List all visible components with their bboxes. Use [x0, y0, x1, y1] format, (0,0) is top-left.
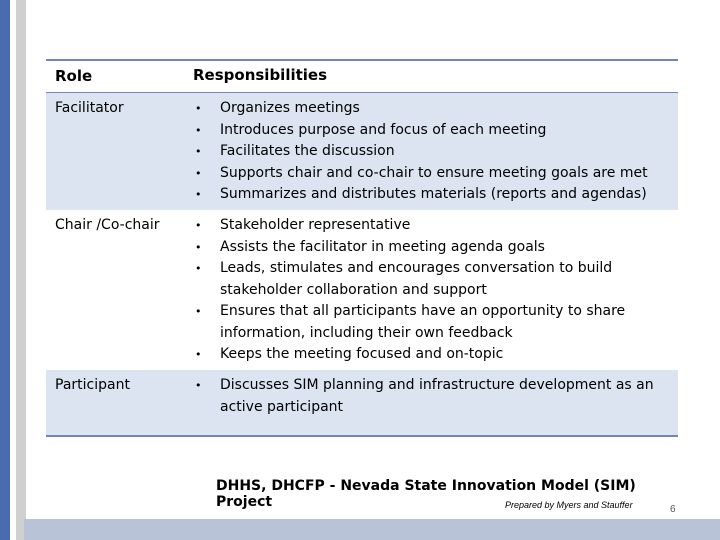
table-row-facilitator [46, 93, 678, 210]
header-responsibilities: Responsibilities [193, 66, 328, 84]
bullet-icon: • [195, 305, 202, 318]
list-item: • Supports chair and co-chair to ensure meeting goals are met [193, 163, 678, 185]
table-header-row [46, 61, 678, 93]
list-item: • Organizes meetings [193, 98, 678, 120]
table-row-participant [46, 370, 678, 435]
footer-credit: Prepared by Myers and Stauffer [505, 500, 633, 510]
bottom-bar [24, 519, 720, 540]
page-number: 6 [670, 504, 676, 515]
bullet-icon: • [195, 348, 202, 361]
role-cell: Facilitator [55, 100, 124, 116]
responsibilities-cell [193, 93, 678, 210]
list-item: • Discusses SIM planning and infrastructure development as an active participant [195, 377, 654, 415]
roles-table [46, 59, 678, 437]
bullet-icon: • [195, 262, 202, 275]
left-accent-bar [0, 0, 10, 540]
list-item: • Keeps the meeting focused and on-topic [193, 344, 678, 366]
list-item: • Introduces purpose and focus of each meeting [193, 120, 678, 142]
responsibilities-cell [193, 370, 678, 435]
left-gray-bar [16, 0, 26, 540]
list-item: • Assists the facilitator in meeting agenda goals [193, 237, 678, 259]
bullet-icon: • [195, 145, 202, 158]
list-item: • Facilitates the discussion [193, 141, 678, 163]
list-item: • Summarizes and distributes materials (reports and agendas) [193, 184, 678, 206]
list-item: • Stakeholder representative [193, 215, 678, 237]
bullet-icon: • [195, 240, 202, 254]
header-role: Role [55, 67, 93, 85]
list-item: • Leads, stimulates and encourages conversation to build stakeholder collaboration and support [195, 260, 613, 298]
table-row-chair [46, 210, 678, 370]
list-item: • Ensures that all participants have an opportunity to share information, including their own feedback [195, 303, 626, 341]
footer-title: DHHS, DHCFP - Nevada State Innovation Model (SIM) Project [216, 478, 636, 510]
bullet-icon: • [195, 219, 202, 232]
bullet-icon: • [195, 102, 202, 115]
bullet-icon: • [195, 188, 202, 201]
role-cell: Chair /Co-chair [55, 217, 160, 233]
bullet-icon: • [195, 123, 202, 137]
bullet-icon: • [195, 379, 202, 392]
bullet-icon: • [195, 166, 202, 180]
responsibilities-cell [193, 210, 678, 370]
role-cell: Participant [55, 377, 130, 393]
